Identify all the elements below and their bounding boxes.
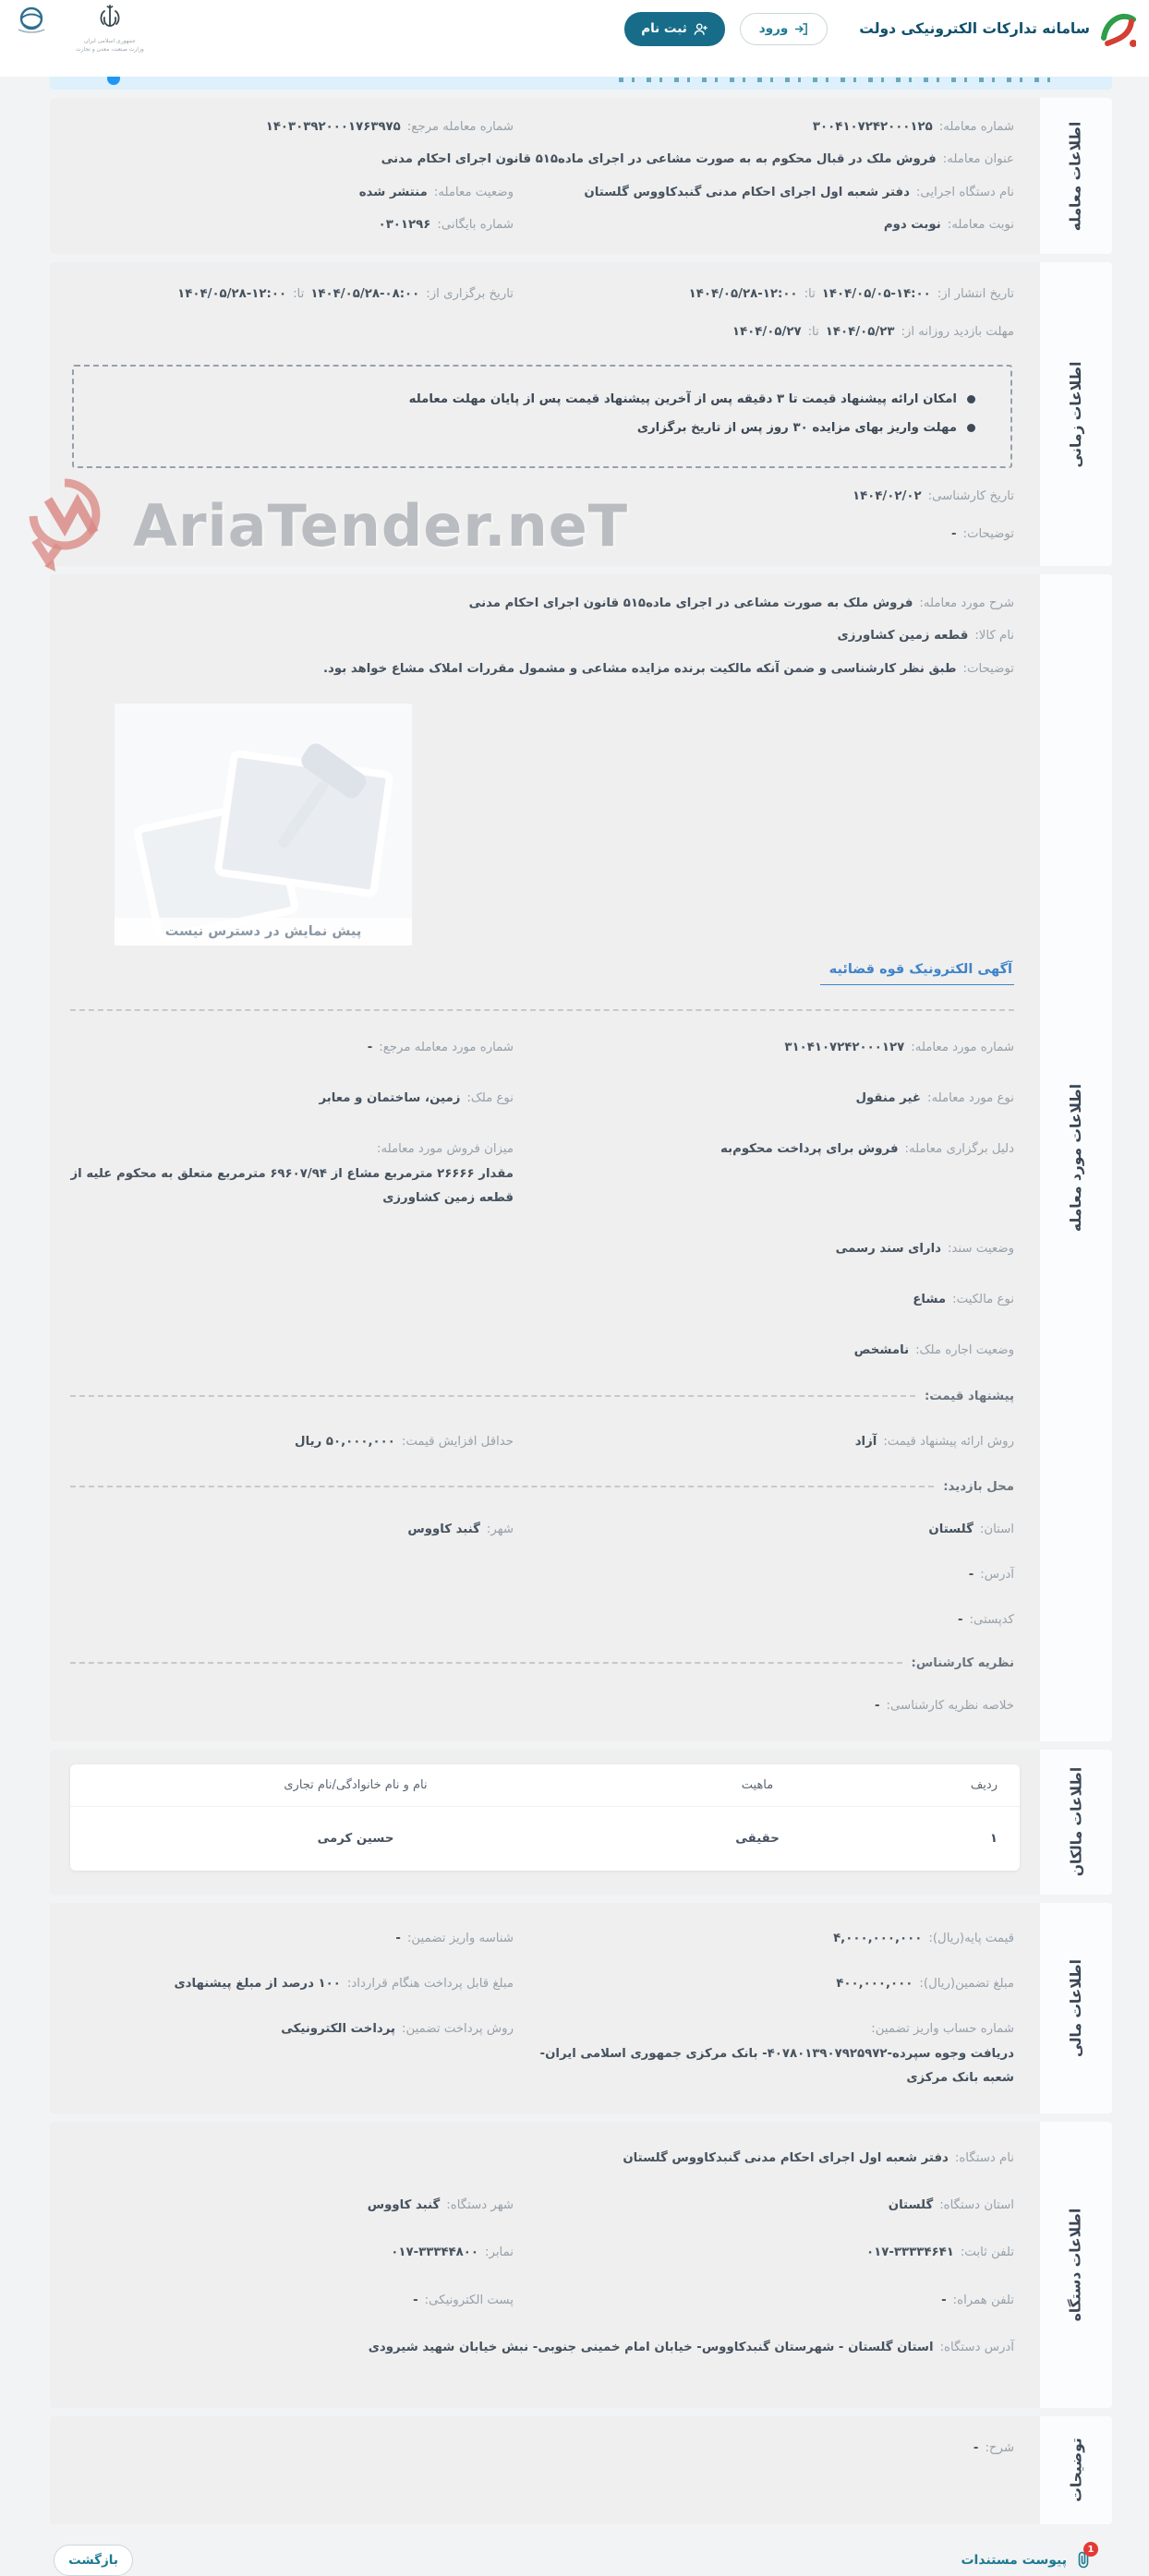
field-value: فروش برای پرداخت محکوم‌به — [720, 1142, 899, 1157]
field-value: ۱۴۰۴/۰۲/۰۲ — [852, 488, 922, 503]
section-label: اطلاعات زمانی — [1068, 361, 1084, 467]
field-value: ۱۴۰۴/۰۵/۲۸-۱۲:۰۰ — [688, 287, 798, 301]
field-value: نوبت دوم — [883, 217, 941, 232]
setad-logo-icon — [1099, 8, 1136, 49]
field-label: شرح: — [985, 2440, 1014, 2455]
field-row — [70, 587, 1014, 620]
column-header: ماهیت — [741, 1777, 774, 1792]
government-logos — [9, 4, 144, 54]
dashed-separator — [70, 1009, 1014, 1011]
field-label: نام کالا: — [974, 629, 1014, 644]
field-value: دارای سند رسمی — [835, 1241, 941, 1256]
field-row — [70, 2277, 1014, 2324]
gavel-illustration-icon — [115, 704, 412, 945]
auction-rules-box — [72, 365, 1012, 468]
field-value: ۱۴۰۳۰۳۹۲۰۰۰۱۷۶۳۹۷۵ — [265, 120, 401, 134]
field-label: توضیحات: — [962, 526, 1014, 541]
field-label: نام دستگاه: — [954, 2150, 1014, 2165]
field-label: تاریخ کارشناسی: — [927, 488, 1014, 503]
field-label: استان دستگاه: — [939, 2198, 1014, 2212]
field-value: ۵۰,۰۰۰,۰۰۰ ریال — [295, 1434, 395, 1449]
app-title: سامانه تدارکات الکترونیکی دولت — [859, 20, 1090, 37]
swirl-globe-icon — [15, 4, 48, 37]
section-label-strip — [1040, 2416, 1112, 2524]
field-label: نوع مالکیت: — [952, 1293, 1014, 1306]
field-row — [70, 653, 1014, 685]
field-value: فروش ملک در قبال محکوم به به صورت مشاعی در اجرای ماده۵۱۵ قانون اجرای احکام مدنی — [381, 152, 937, 167]
field-label: روش ارائه پیشنهاد قیمت: — [883, 1434, 1014, 1449]
field-value: ۳۰۰۴۱۰۷۲۴۲۰۰۰۱۲۵ — [812, 120, 933, 134]
field-value: منتشر شده — [358, 185, 428, 199]
field-value: ۱۴۰۴/۰۵/۲۸-۱۲:۰۰ — [177, 287, 287, 301]
section-label-strip — [1040, 262, 1112, 566]
field-label: نوع مورد معامله: — [926, 1091, 1014, 1105]
field-label: کدپستی: — [969, 1613, 1014, 1628]
field-label: شماره معامله: — [938, 120, 1014, 134]
section-deal-info — [50, 98, 1112, 254]
field-row — [70, 2006, 1014, 2101]
field-value: دفتر شعبه اول اجرای احکام مدنی گنبدکاووس گلستان — [623, 2150, 949, 2165]
field-label: تلفن همراه: — [952, 2293, 1014, 2307]
field-value: ۰۱۷-۳۳۳۳۴۶۴۱ — [866, 2245, 954, 2260]
field-row — [70, 2429, 1014, 2467]
field-label: شهر: — [486, 1522, 514, 1536]
field-value: پرداخت الکترونیکی — [281, 2022, 395, 2037]
field-row — [70, 1597, 1014, 1643]
field-label: روش پرداخت تضمین: — [402, 2022, 514, 2037]
field-row — [70, 176, 1014, 209]
field-value: - — [950, 526, 957, 541]
field-label: تلفن ثابت: — [960, 2245, 1014, 2260]
section-label: توضیحات — [1068, 2438, 1084, 2502]
field-value: - — [395, 1931, 401, 1945]
eca-logo — [15, 4, 48, 37]
section-label: اطلاعات مالی — [1068, 1958, 1084, 2057]
field-row — [70, 1507, 1014, 1552]
rule-item: مهلت واریز بهای مزایده ۳۰ روز پس از تاریخ برگزاری — [92, 414, 975, 442]
field-row — [70, 275, 1014, 313]
field-value: گلستان — [928, 1522, 974, 1536]
field-value: دریافت وجوه سپرده-۴۰۷۸۰۱۳۹۰۷۹۲۵۹۷۲- بانک مرکزی جمهوری اسلامی ایران- شعبه بانک مرکزی — [539, 2047, 1014, 2085]
field-label: شرح مورد معامله: — [919, 596, 1014, 610]
field-row — [70, 1961, 1014, 2006]
bullet-icon — [967, 395, 975, 403]
section-owners-info — [50, 1750, 1112, 1895]
bullet-icon — [967, 424, 975, 432]
cell-nature: حقیقی — [735, 1831, 780, 1846]
field-label: مبلغ تضمین(ریال): — [919, 1977, 1014, 1991]
iran-emblem-icon — [96, 4, 124, 35]
field-label: وضعیت سند: — [947, 1241, 1014, 1256]
field-value: - — [941, 2293, 947, 2307]
section-label-strip — [1040, 1750, 1112, 1895]
field-value: ۰۳۰۱۲۹۶ — [378, 217, 431, 232]
field-row — [70, 1683, 1014, 1728]
attachment-count-badge: 1 — [1083, 2542, 1098, 2557]
section-label: اطلاعات دستگاه — [1068, 2208, 1084, 2322]
page-content — [0, 77, 1149, 2576]
field-row — [70, 111, 1014, 143]
field-label: شماره بایگانی: — [437, 217, 514, 232]
field-row — [70, 2229, 1014, 2276]
field-row — [70, 1022, 1014, 1073]
user-plus-icon — [694, 22, 708, 36]
field-value: ۱۰۰ درصد از مبلغ پیشنهادی — [174, 1977, 341, 1991]
field-row — [70, 2324, 1014, 2371]
section-label: اطلاعات معامله — [1068, 121, 1084, 231]
section-description — [50, 2416, 1112, 2524]
table-row — [70, 1807, 1020, 1871]
preview-caption: پیش نمایش در دسترس نیست — [115, 918, 412, 945]
footer-actions — [50, 2524, 1112, 2576]
field-value: - — [968, 1568, 974, 1582]
field-label: آدرس: — [980, 1568, 1014, 1582]
field-label: میزان فروش مورد معامله: — [376, 1142, 514, 1157]
field-row — [70, 313, 1014, 351]
field-label: تا: — [807, 325, 819, 340]
field-value: ۰۱۷-۳۳۳۴۴۸۰۰ — [391, 2245, 479, 2260]
field-row — [70, 477, 1014, 515]
field-label: وضعیت اجاره ملک: — [915, 1343, 1014, 1358]
field-row — [70, 2182, 1014, 2229]
owners-table — [70, 1764, 1020, 1871]
field-value: ۴۰۰,۰۰۰,۰۰۰ — [836, 1977, 913, 1991]
table-header — [70, 1764, 1020, 1807]
top-header — [0, 0, 1149, 57]
back-button[interactable]: بازگشت — [54, 2545, 133, 2576]
field-row — [70, 1274, 1014, 1325]
field-row — [70, 1552, 1014, 1597]
field-value: نامشخص — [853, 1343, 910, 1358]
field-label: نوع ملک: — [466, 1091, 514, 1105]
field-row — [70, 143, 1014, 175]
section-label-strip — [1040, 2122, 1112, 2408]
auth-buttons — [624, 12, 828, 46]
section-label: اطلاعات مورد معامله — [1068, 1083, 1084, 1232]
field-row — [70, 620, 1014, 652]
field-value: استان گلستان - شهرستان گنبدکاووس- خیابان امام خمینی جنوبی- نبش خیابان شهید شیرودی — [368, 2340, 934, 2354]
field-value: - — [973, 2440, 979, 2455]
field-value: زمین، ساختمان و معابر — [319, 1091, 461, 1105]
field-value: مشاع — [913, 1293, 947, 1306]
field-value: فروش ملک به صورت مشاعی در اجرای ماده۵۱۵ قانون اجرای احکام مدنی — [468, 596, 913, 610]
section-label-strip — [1040, 574, 1112, 1741]
field-label: قیمت پایه(ریال): — [928, 1931, 1014, 1945]
field-label: تا: — [804, 287, 816, 301]
field-row — [70, 1073, 1014, 1124]
expert-section-header: نظریه کارشناس: — [70, 1643, 1014, 1683]
field-label: خلاصه نظریه کارشناسی: — [886, 1698, 1014, 1713]
field-row — [70, 1223, 1014, 1274]
field-value: مقدار ۲۶۶۶۶ مترمربع مشاع از ۶۹۶۰۷/۹۴ مترمربع متعلق به محکوم علیه از قطعه زمین کشاورزی — [70, 1167, 514, 1205]
section-subject-info — [50, 574, 1112, 1741]
field-label: تاریخ برگزاری از: — [426, 287, 514, 301]
field-label: استان: — [979, 1522, 1014, 1536]
field-row — [70, 515, 1014, 553]
field-value: طبق نظر کارشناسی و ضمن آنکه مالکیت برنده مزایده مشاعی و مشمول مقررات املاک مشاع خواهد بود. — [323, 661, 957, 676]
section-financial-info — [50, 1903, 1112, 2113]
field-value: ۱۴۰۴/۰۵/۰۵-۱۴:۰۰ — [821, 287, 931, 301]
field-label: دلیل برگزاری معامله: — [904, 1142, 1014, 1157]
field-value: ۱۴۰۴/۰۵/۲۳ — [825, 325, 895, 340]
field-value: ۳۱۰۴۱۰۷۲۴۲۰۰۰۱۲۷ — [784, 1040, 905, 1054]
notice-bar[interactable] — [50, 77, 1112, 90]
field-label: توضیحات: — [962, 661, 1014, 676]
bid-section-header: پیشنهاد قیمت: — [70, 1377, 1014, 1416]
field-label: نمابر: — [485, 2245, 514, 2260]
field-row — [70, 1916, 1014, 1961]
section-label-strip — [1040, 1903, 1112, 2113]
rule-item: امکان ارائه پیشنهاد قیمت تا ۳ دقیقه پس از آخرین پیشنهاد قیمت پس از پایان مهلت معامله — [92, 385, 975, 414]
field-label: شماره معامله مرجع: — [406, 120, 514, 134]
judiciary-ad-link[interactable]: آگهی الکترونیک قوه قضائیه — [820, 962, 1014, 985]
field-label: شهر دستگاه: — [446, 2198, 514, 2212]
section-label-strip — [1040, 98, 1112, 254]
visit-section-header: محل بازدید: — [70, 1467, 1014, 1507]
field-value: ۱۴۰۴/۰۵/۲۷ — [732, 325, 802, 340]
field-label: آدرس دستگاه: — [939, 2340, 1014, 2354]
attachments-button[interactable]: 1 پیوست مستندات — [961, 2551, 1092, 2569]
field-value: آزاد — [854, 1434, 877, 1449]
field-label: نوبت معامله: — [947, 217, 1014, 232]
field-value: ۴,۰۰۰,۰۰۰,۰۰۰ — [833, 1931, 923, 1945]
section-time-info — [50, 262, 1112, 566]
section-organization-info — [50, 2122, 1112, 2408]
login-arrow-icon — [794, 22, 808, 36]
field-label: عنوان معامله: — [942, 152, 1014, 167]
section-label: اطلاعات مالکان — [1068, 1767, 1084, 1877]
watermark-text: AriaTender.neT — [133, 491, 629, 560]
field-value: - — [367, 1040, 373, 1054]
field-value: گنبد کاووس — [367, 2198, 441, 2212]
field-label: شناسه واریز تضمین: — [406, 1931, 514, 1945]
cell-row-no: ۱ — [989, 1831, 998, 1846]
column-header: نام و نام خانوادگی/نام تجاری — [284, 1777, 428, 1792]
brand — [859, 8, 1136, 49]
field-value: گنبد کاووس — [407, 1522, 480, 1536]
field-label: وضعیت معامله: — [433, 185, 514, 199]
field-value: قطعه زمین کشاورزی — [837, 629, 969, 644]
field-label: پست الکترونیکی: — [424, 2293, 514, 2307]
field-label: مبلغ قابل پرداخت هنگام قرارداد: — [346, 1977, 514, 1991]
field-label: شماره حساب واریز تضمین: — [871, 2022, 1014, 2037]
preview-box — [115, 704, 412, 945]
clipped-notice-text — [619, 78, 1053, 82]
field-value: گلستان — [888, 2198, 934, 2212]
field-value: ۱۴۰۴/۰۵/۲۸-۰۸:۰۰ — [310, 287, 420, 301]
register-button[interactable]: ثبت نام — [624, 12, 725, 46]
field-row — [70, 209, 1014, 241]
field-row — [70, 2135, 1014, 2182]
field-label: مهلت بازدید روزانه از: — [901, 325, 1014, 340]
field-label: شماره مورد معامله مرجع: — [379, 1040, 514, 1054]
field-label: شماره مورد معامله: — [911, 1040, 1014, 1054]
cell-owner-name: حسین کرمی — [317, 1831, 394, 1846]
info-dot-icon — [107, 77, 120, 85]
field-label: نام دستگاه اجرایی: — [915, 185, 1014, 199]
field-value: غیر منقول — [855, 1091, 921, 1105]
field-value: - — [874, 1698, 880, 1713]
field-row — [70, 1325, 1014, 1376]
login-button[interactable]: ورود — [740, 13, 828, 45]
field-label: تا: — [293, 287, 305, 301]
field-row — [70, 1416, 1014, 1467]
field-row — [70, 1124, 1014, 1223]
ministry-logo — [76, 4, 144, 54]
field-value: - — [413, 2293, 418, 2307]
field-value: - — [958, 1613, 963, 1628]
column-header: ردیف — [970, 1777, 998, 1792]
field-label: حداقل افزایش قیمت: — [401, 1434, 514, 1449]
field-label: تاریخ انتشار از: — [937, 287, 1014, 301]
field-value: دفتر شعبه اول اجرای احکام مدنی گنبدکاووس گلستان — [584, 185, 910, 199]
ministry-caption: جمهوری اسلامی ایران وزارت صنعت، معدن و تجارت — [76, 38, 144, 53]
